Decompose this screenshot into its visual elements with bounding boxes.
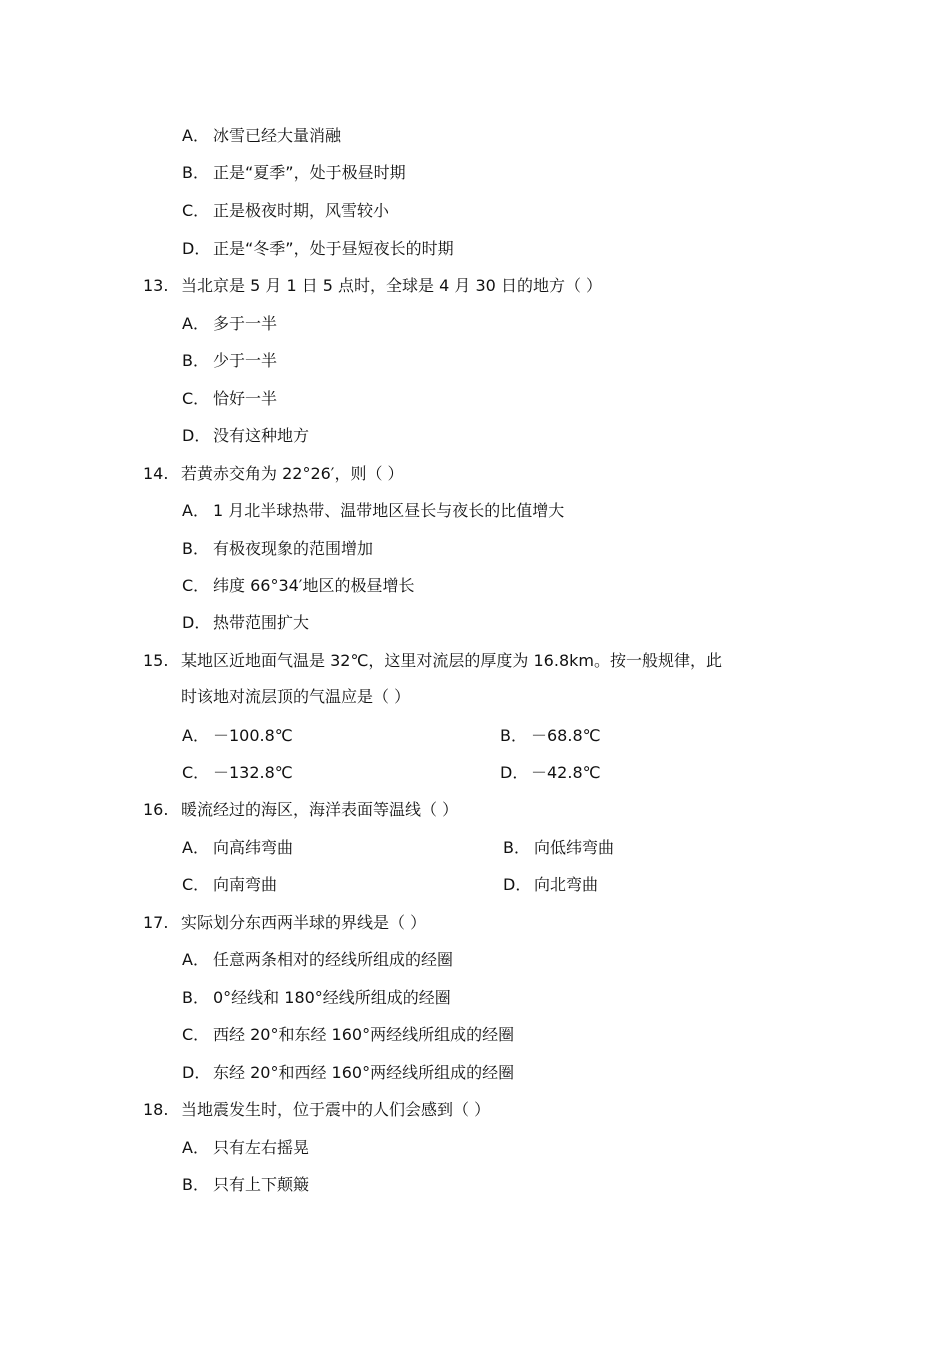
q17-option-c: C． 西经 20°和东经 160°两经线所组成的经圈 xyxy=(182,1025,515,1044)
q14-stem: 14. 若黄赤交角为 22°26′，则（ ） xyxy=(143,464,404,483)
q13-option-a: A． 多于一半 xyxy=(182,314,278,333)
q12-option-b: B． 正是“夏季”，处于极昼时期 xyxy=(182,163,406,182)
q13-stem: 13. 当北京是 5 月 1 日 5 点时，全球是 4 月 30 日的地方（ ） xyxy=(143,276,603,295)
q12-option-a: A． 冰雪已经大量消融 xyxy=(182,126,342,145)
q14-option-b: B． 有极夜现象的范围增加 xyxy=(182,539,374,558)
q15-option-c: C． －132.8℃ xyxy=(182,763,293,782)
q18-option-b: B． 只有上下颠簸 xyxy=(182,1175,310,1194)
q13-option-c: C． 恰好一半 xyxy=(182,389,278,408)
q16-option-b: B． 向低纬弯曲 xyxy=(503,838,615,857)
q15-option-a: A． －100.8℃ xyxy=(182,726,293,745)
q16-option-d: D． 向北弯曲 xyxy=(503,875,599,894)
q18-stem: 18. 当地震发生时，位于震中的人们会感到（ ） xyxy=(143,1100,491,1119)
q12-option-d: D． 正是“冬季”，处于昼短夜长的时期 xyxy=(182,239,454,258)
q18-option-a: A． 只有左右摇晃 xyxy=(182,1138,310,1157)
q16-stem: 16. 暖流经过的海区，海洋表面等温线（ ） xyxy=(143,800,459,819)
q13-option-d: D． 没有这种地方 xyxy=(182,426,310,445)
q17-option-b: B． 0°经线和 180°经线所组成的经圈 xyxy=(182,988,451,1007)
q15-stem-continued: 时该地对流层顶的气温应是（ ） xyxy=(181,687,411,706)
q16-option-a: A． 向高纬弯曲 xyxy=(182,838,294,857)
q17-stem: 17. 实际划分东西两半球的界线是（ ） xyxy=(143,913,427,932)
q14-option-a: A． 1 月北半球热带、温带地区昼长与夜长的比值增大 xyxy=(182,501,565,520)
q15-option-b: B． －68.8℃ xyxy=(500,726,601,745)
q15-stem: 15. 某地区近地面气温是 32℃，这里对流层的厚度为 16.8km。按一般规律，此 xyxy=(143,651,722,670)
q17-option-a: A． 任意两条相对的经线所组成的经圈 xyxy=(182,950,454,969)
q12-option-c: C． 正是极夜时期，风雪较小 xyxy=(182,201,390,220)
q13-option-b: B． 少于一半 xyxy=(182,351,278,370)
q16-option-c: C． 向南弯曲 xyxy=(182,875,278,894)
q14-option-d: D． 热带范围扩大 xyxy=(182,613,310,632)
q17-option-d: D． 东经 20°和西经 160°两经线所组成的经圈 xyxy=(182,1063,515,1082)
q15-option-d: D． －42.8℃ xyxy=(500,763,601,782)
q14-option-c: C． 纬度 66°34′地区的极昼增长 xyxy=(182,576,415,595)
